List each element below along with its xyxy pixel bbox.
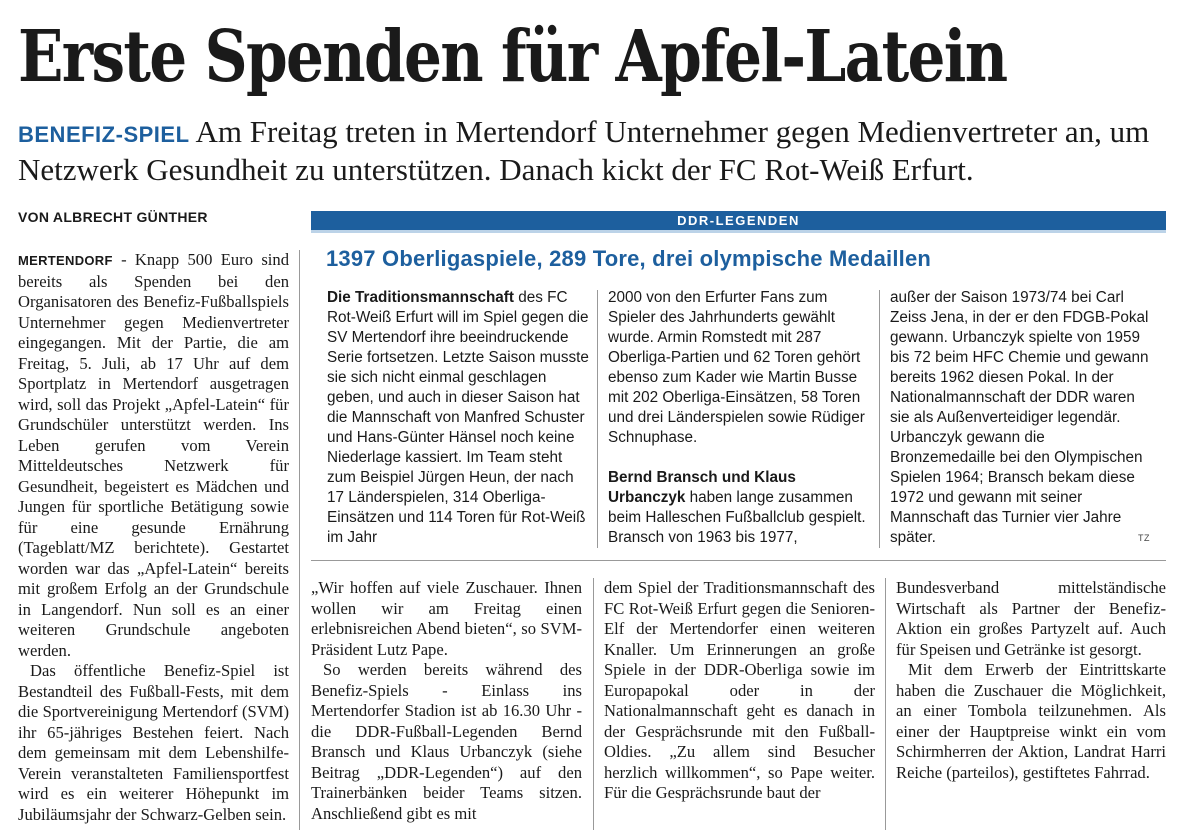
box-bottom-rule [311,560,1166,561]
article-paragraph: - Knapp 500 Euro sind bereits als Spenden bei den Organisatoren des Benefiz-Fußballspiels Unternehmer gegen Medienvertreter eingegangen. Mit der Partie, die am Freitag, 5. Juli, ab 17 Uhr auf dem Sportplatz in Mertendorf ausgetragen wird, soll das Projekt „Apfel-Latein“ für Grundschüler unterstützt werden. Ins Leben gerufen vom Verein Mitteldeutsches Netzwerk für Gesundheit, begeistert es Mädchen und Jungen für sportliche Betätigung sowie für eine gesunde Ernährung (Tageblatt/MZ berichtete). Gestartet worden war das „Apfel-Latein“ bereits mit großem Erfolg an der Grundschule in Langendorf. Nun soll es an einer weiteren Grundschule angeboten werden. [18,250,289,660]
deck [18,114,1168,187]
info-box-label: DDR-LEGENDEN [677,213,800,228]
article-paragraph: dem Spiel der Traditionsmannschaft des FC Rot-Weiß Erfurt gegen die Senioren-Elf der Mertendorfer einen weiteren Knaller. Um Erinnerungen an große Spiele in der DDR-Oberliga sowie im Europapokal oder in der Nationalmannschaft geht es danach in der Gesprächsrunde mit den Fußball-Oldies. „Zu allem sind Besucher herzlich willkommen“, so Pape weiter. Für die Gesprächsrunde baut der [604,578,875,802]
info-box-signature: TZ [1138,533,1150,543]
article-paragraph: „Wir hoffen auf viele Zuschauer. Ihnen wollen wir am Freitag einen erlebnisreichen Abend bieten“, so SVM-Präsident Lutz Pape. [311,578,582,659]
article-paragraph: So werden bereits während des Benefiz-Spiels - Einlass ins Mertendorfer Stadion ist ab 16.30 Uhr - die DDR-Fußball-Legenden Bernd Bransch und Klaus Urbanczyk (siehe Beitrag „DDR-Legenden“) auf den Trainerbänken beider Teams sitzen. Anschließend gibt es mit [311,660,582,823]
info-box-text: des FC Rot-Weiß Erfurt will im Spiel gegen die SV Mertendorf ihre beeindruckende Serie fortsetzen. Letzte Saison musste sie sich nicht einmal geschlagen geben, und auch in dieser Saison hat die Mannschaft von Manfred Schuster und Hans-Günter Hänsel noch keine Niederlage kassiert. Im Team steht zum Beispiel Jürgen Heun, der nach 17 Länderspielen, 314 Oberliga-Einsätzen und 114 Toren für Rot-Weiß im Jahr [327,289,589,546]
article-column-4 [896,578,1166,830]
article-paragraph: Das öffentliche Benefiz-Spiel ist Bestandteil des Fußball-Fests, mit dem die Sportvereinigung Mertendorf (SVM) ihr 65-jähriges Bestehen feiert. Nach dem gemeinsam mit dem Lebenshilfe-Verein veranstalteten Familiensportfest wird es ein weiterer Höhepunkt im Jubiläumsjahr der Schwarz-Gelben sein. [18,661,289,824]
info-box-text: außer der Saison 1973/74 bei Carl Zeiss Jena, in der er den FDGB-Pokal gewann. Urbanczyk spielte von 1959 bis 72 beim HFC Chemie und gewann bereits 1962 diesen Pokal. In der Nationalmannschaft der DDR waren sie als Außenverteidiger legendär. Urbanczyk gewann die Bronzemedaille bei den Olympischen Spielen 1964; Bransch bekam diese 1972 und gewann mit seiner Mannschaft das Turnier vier Jahre später. [890,289,1149,546]
column-divider [879,290,880,548]
deck-text: Am Freitag treten in Mertendorf Unternehmer gegen Medienvertreter an, um Netzwerk Gesundheit zu unterstützen. Danach kickt der FC Rot-Weiß Erfurt. [18,114,1150,187]
headline: Erste Spenden für Apfel-Latein [18,14,1007,98]
deck-kicker: BENEFIZ-SPIEL [18,122,190,147]
dateline: MERTENDORF [18,253,113,268]
column-divider [299,250,300,830]
info-box-text: haben lange zusammen beim Halleschen Fußballclub gespielt. Bransch von 1963 bis 1977, [608,489,866,546]
column-divider [593,578,594,830]
info-box-text: 2000 von den Erfurter Fans zum Spieler des Jahrhunderts gewählt wurde. Armin Romstedt mit 287 Oberliga-Partien und 62 Toren gehört ebenso zum Kader wie Martin Busse mit 202 Oberliga-Einsätzen, 58 Toren und drei Länderspielen sowie Rüdiger Schnuphase. [608,289,865,446]
info-box-column-2 [608,288,870,550]
article-column-1 [18,250,289,830]
article-paragraph: Mit dem Erwerb der Eintrittskarte haben die Zuschauer die Möglichkeit, an einer Tombola teilzunehmen. Als einer der Hauptpreise winkt ein vom Schirmherren der Aktion, Landrat Harri Reiche (parteilos), gestiftetes Fahrrad. [896,660,1166,782]
byline: VON ALBRECHT GÜNTHER [18,209,208,225]
column-divider [597,290,598,548]
info-box-lead: Die Traditionsmannschaft [327,289,514,306]
article-paragraph: Bundesverband mittelständische Wirtschaft als Partner der Benefiz-Aktion ein großes Partyzelt auf. Auch für Speisen und Getränke ist gesorgt. [896,578,1166,659]
column-divider [885,578,886,830]
info-box-header [311,211,1166,233]
info-box-column-3 [890,288,1152,550]
article-column-2 [311,578,582,830]
info-box-column-1 [327,288,589,550]
info-box-lead: Bernd Bransch und Klaus Urbanczyk [608,469,796,506]
article-column-3 [604,578,875,830]
info-box-title: 1397 Oberligaspiele, 289 Tore, drei olympische Medaillen [326,246,932,271]
